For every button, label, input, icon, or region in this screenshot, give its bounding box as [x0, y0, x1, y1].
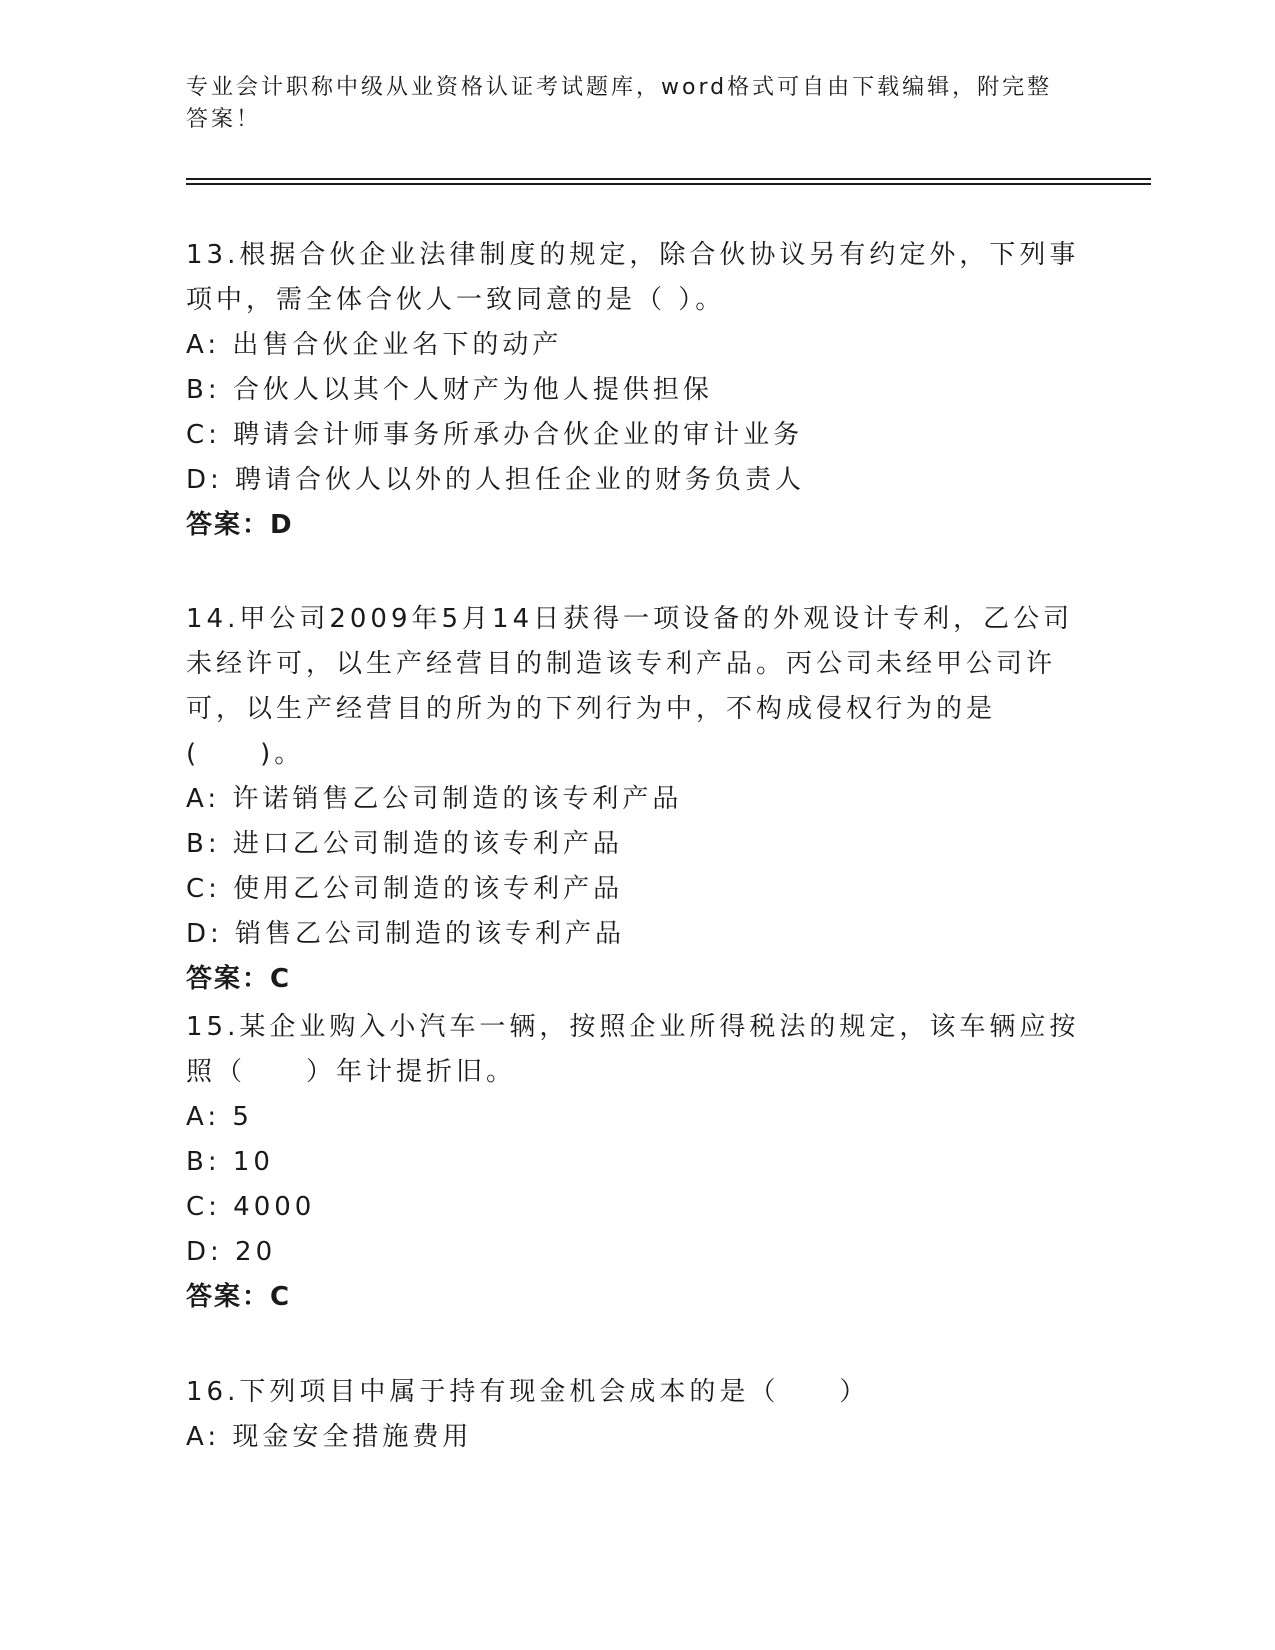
option-c: C: 4000 — [186, 1192, 316, 1222]
option-d: D: 20 — [186, 1237, 277, 1267]
option-a: A: 现金安全措施费用 — [186, 1422, 473, 1452]
option-b: B: 合伙人以其个人财产为他人提供担保 — [186, 375, 713, 405]
question-text: 13.根据合伙企业法律制度的规定，除合伙协议另有约定外，下列事项中，需全体合伙人一致同意的是（ ）。 — [186, 240, 1080, 315]
answer: 答案：C — [186, 1282, 292, 1312]
document-header — [186, 72, 1066, 136]
question-text: 14.甲公司2009年5月14日获得一项设备的外观设计专利，乙公司未经许可，以生产经营目的制造该专利产品。丙公司未经甲公司许可，以生产经营目的所为的下列行为中，不构成侵权行为的是( )。 — [186, 604, 1074, 769]
header-text: 专业会计职称中级从业资格认证考试题库，word格式可自由下载编辑，附完整答案！ — [186, 75, 1053, 132]
option-a: A: 5 — [186, 1102, 253, 1132]
question-15 — [186, 1005, 1086, 1320]
option-d: D: 销售乙公司制造的该专利产品 — [186, 919, 626, 949]
answer: 答案：C — [186, 964, 292, 994]
header-rule-top — [186, 178, 1151, 180]
option-b: B: 进口乙公司制造的该专利产品 — [186, 829, 623, 859]
question-text: 16.下列项目中属于持有现金机会成本的是（ ） — [186, 1377, 870, 1407]
header-rule-bottom — [186, 183, 1151, 185]
question-text: 15.某企业购入小汽车一辆，按照企业所得税法的规定，该车辆应按照（ ）年计提折旧。 — [186, 1012, 1080, 1087]
question-13 — [186, 233, 1086, 548]
option-b: B: 10 — [186, 1147, 274, 1177]
answer: 答案：D — [186, 510, 294, 540]
option-d: D: 聘请合伙人以外的人担任企业的财务负责人 — [186, 465, 806, 495]
option-a: A: 出售合伙企业名下的动产 — [186, 330, 563, 360]
option-a: A: 许诺销售乙公司制造的该专利产品 — [186, 784, 683, 814]
option-c: C: 使用乙公司制造的该专利产品 — [186, 874, 624, 904]
option-c: C: 聘请会计师事务所承办合伙企业的审计业务 — [186, 420, 804, 450]
question-16 — [186, 1370, 1086, 1460]
question-14 — [186, 597, 1086, 1002]
